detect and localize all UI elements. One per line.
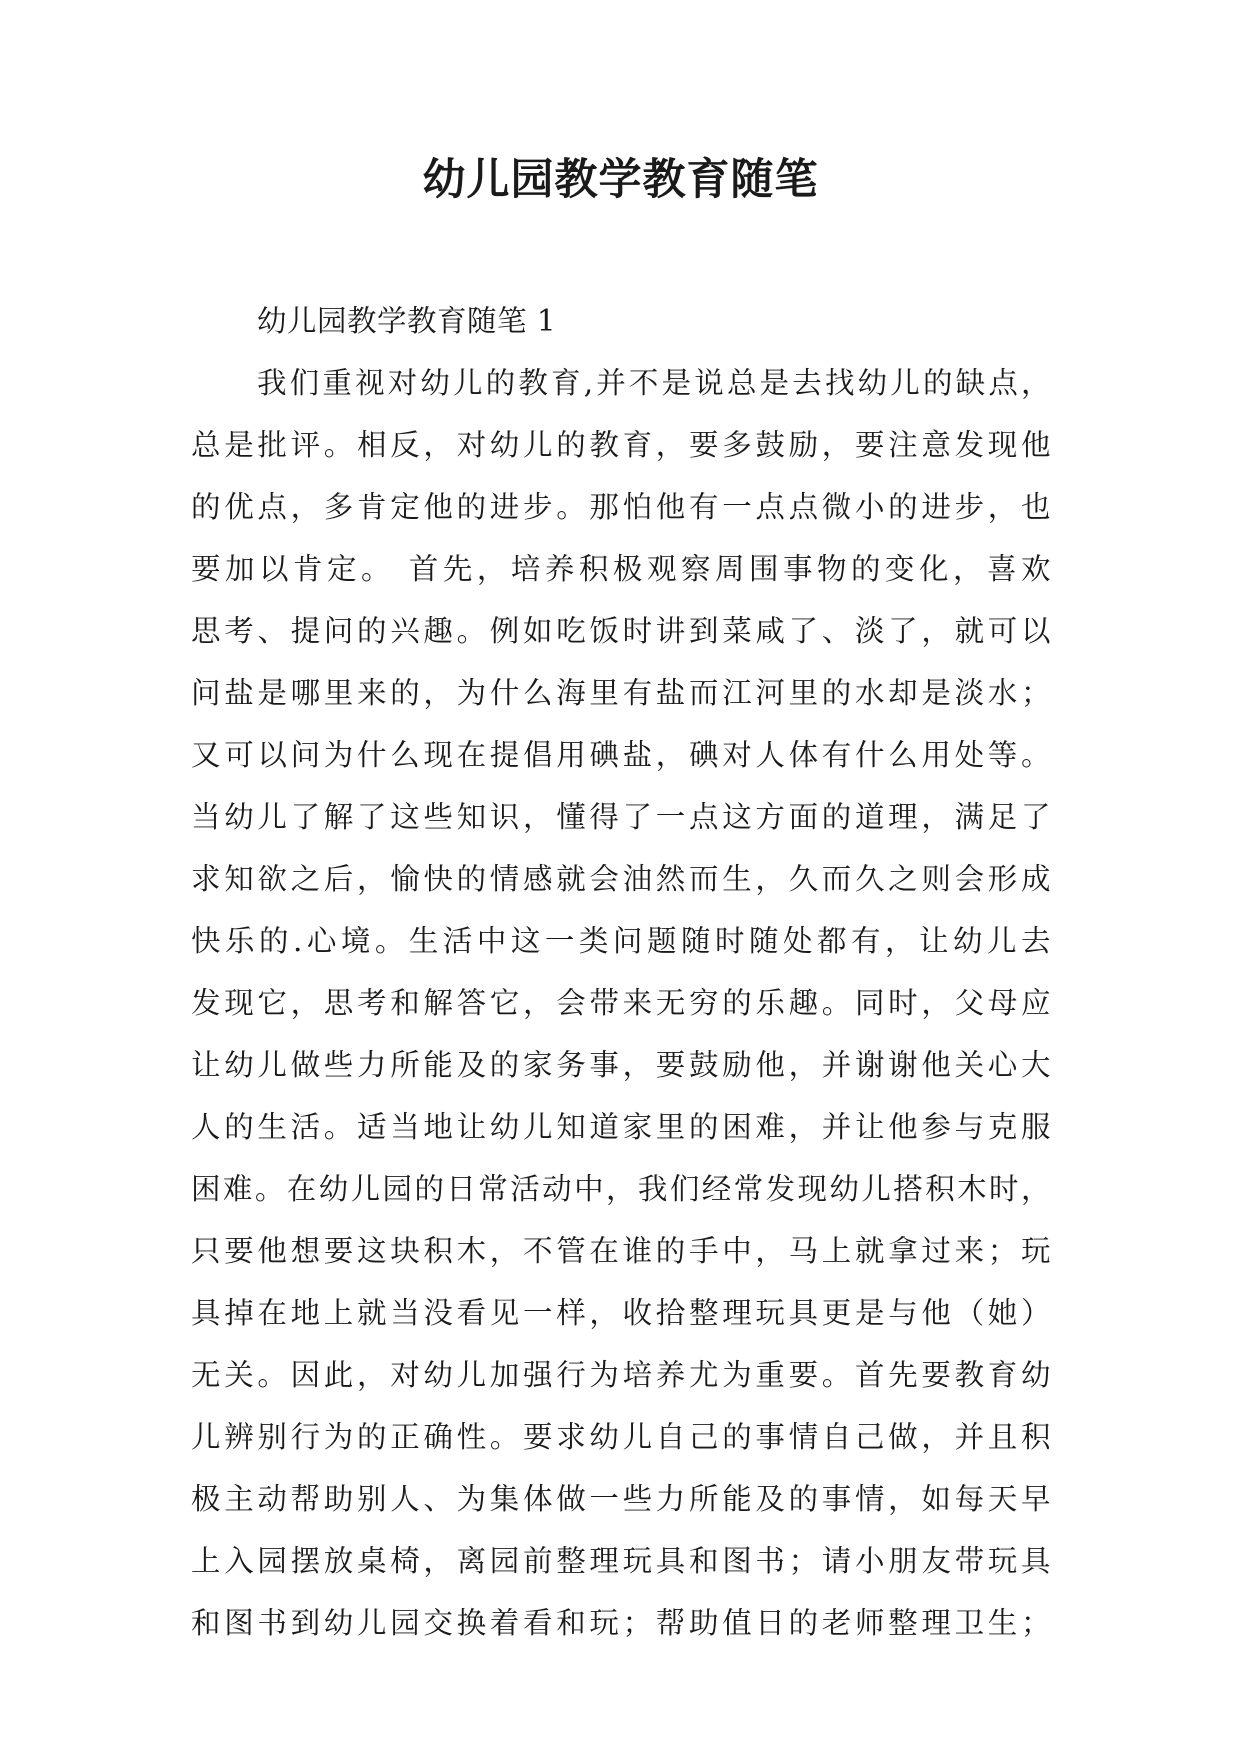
paragraph-line: 具掉在地上就当没看见一样，收拾整理玩具更是与他（她） (191, 1296, 1051, 1330)
paragraph-line: 要加以肯定。 首先，培养积极观察周围事物的变化，喜欢 (191, 552, 1051, 586)
paragraph-line: 让幼儿做些力所能及的家务事，要鼓励他，并谢谢他关心大 (191, 1048, 1051, 1082)
paragraph-line: 的优点，多肯定他的进步。那怕他有一点点微小的进步，也 (191, 490, 1051, 524)
paragraph-line: 上入园摆放桌椅，离园前整理玩具和图书；请小朋友带玩具 (191, 1544, 1051, 1578)
paragraph-line: 快乐的.心境。生活中这一类问题随时随处都有，让幼儿去 (191, 924, 1051, 958)
paragraph-line: 求知欲之后，愉快的情感就会油然而生，久而久之则会形成 (191, 862, 1051, 896)
article-body (191, 290, 1051, 1654)
paragraph-line: 无关。因此，对幼儿加强行为培养尤为重要。首先要教育幼 (191, 1358, 1051, 1392)
paragraph-line: 总是批评。相反，对幼儿的教育，要多鼓励，要注意发现他 (191, 428, 1051, 462)
paragraph-line: 极主动帮助别人、为集体做一些力所能及的事情，如每天早 (191, 1482, 1051, 1516)
paragraph-line: 只要他想要这块积木，不管在谁的手中，马上就拿过来；玩 (191, 1234, 1051, 1268)
paragraph-line: 思考、提问的兴趣。例如吃饭时讲到菜咸了、淡了，就可以 (191, 614, 1051, 648)
paragraph-line: 和图书到幼儿园交换着看和玩；帮助值日的老师整理卫生； (191, 1606, 1051, 1640)
page-title: 幼儿园教学教育随笔 (422, 155, 819, 205)
paragraph-line: 我们重视对幼儿的教育,并不是说总是去找幼儿的缺点， (257, 366, 1051, 400)
paragraph-line: 儿辨别行为的正确性。要求幼儿自己的事情自己做，并且积 (191, 1420, 1051, 1454)
paragraph-line: 发现它，思考和解答它，会带来无穷的乐趣。同时，父母应 (191, 986, 1051, 1020)
paragraph-line: 问盐是哪里来的，为什么海里有盐而江河里的水却是淡水； (191, 676, 1051, 710)
paragraph-line: 人的生活。适当地让幼儿知道家里的困难，并让他参与克服 (191, 1110, 1051, 1144)
paragraph-line: 困难。在幼儿园的日常活动中，我们经常发现幼儿搭积木时， (191, 1172, 1051, 1206)
section-heading: 幼儿园教学教育随笔 1 (257, 304, 557, 338)
paragraph-line: 又可以问为什么现在提倡用碘盐，碘对人体有什么用处等。 (191, 738, 1051, 772)
paragraph-line: 当幼儿了解了这些知识，懂得了一点这方面的道理，满足了 (191, 800, 1051, 834)
